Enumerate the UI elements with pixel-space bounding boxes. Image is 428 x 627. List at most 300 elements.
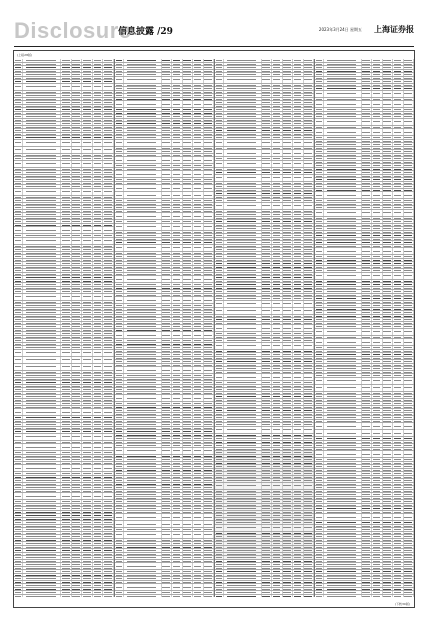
table-cell — [14, 199, 23, 202]
table-cell — [103, 388, 114, 391]
table-cell — [204, 94, 214, 97]
table-cell — [262, 234, 272, 237]
table-cell — [372, 73, 382, 76]
table-cell — [61, 500, 72, 503]
table-cell — [404, 287, 414, 290]
table-cell — [103, 98, 114, 101]
table-cell — [204, 287, 214, 290]
table-cell — [162, 591, 172, 594]
table-cell — [404, 301, 414, 304]
table-cell — [172, 245, 182, 251]
table-cell — [162, 584, 172, 590]
table-cell — [124, 577, 162, 580]
table-cell — [383, 171, 393, 174]
table-cell — [372, 182, 382, 185]
table-cell — [172, 178, 182, 181]
table-cell — [404, 206, 414, 209]
table-cell — [404, 66, 414, 69]
table-cell — [204, 357, 214, 360]
table-cell — [82, 290, 93, 293]
table-cell — [204, 416, 214, 419]
table-cell — [272, 210, 282, 213]
table-cell — [115, 77, 124, 83]
table-cell — [23, 392, 61, 395]
table-cell — [93, 336, 104, 339]
table-cell — [215, 591, 224, 594]
table-cell — [372, 497, 382, 500]
table-cell — [272, 437, 282, 440]
table-cell — [383, 112, 393, 115]
table-cell — [183, 255, 193, 258]
table-cell — [324, 588, 362, 591]
table-cell — [304, 101, 314, 104]
table-cell — [372, 255, 382, 258]
table-cell — [162, 553, 172, 556]
table-cell — [283, 392, 293, 395]
table-cell — [262, 227, 272, 230]
table-cell — [14, 122, 23, 125]
table-cell — [324, 147, 362, 150]
table-cell — [193, 122, 203, 125]
table-cell — [304, 535, 314, 538]
table-cell — [272, 283, 282, 286]
table-cell — [304, 161, 314, 167]
table-cell — [404, 385, 414, 391]
table-cell — [262, 521, 272, 524]
table-cell — [23, 262, 61, 265]
table-cell — [372, 556, 382, 559]
table-cell — [172, 332, 182, 338]
table-cell — [383, 182, 393, 185]
table-cell — [172, 119, 182, 122]
table-cell — [23, 255, 61, 258]
table-cell — [283, 441, 293, 444]
table-cell — [372, 63, 382, 66]
table-cell — [172, 199, 182, 202]
table-cell — [404, 570, 414, 573]
table-cell — [14, 451, 23, 454]
table-cell — [304, 490, 314, 493]
table-cell — [124, 392, 162, 395]
table-cell — [82, 140, 93, 146]
table-cell — [72, 63, 83, 66]
table-cell — [262, 210, 272, 213]
table-cell — [204, 119, 214, 122]
table-cell — [372, 476, 382, 479]
table-cell — [372, 266, 382, 269]
table-cell — [193, 395, 203, 401]
table-cell — [215, 451, 224, 454]
table-cell — [304, 115, 314, 118]
table-cell — [82, 94, 93, 97]
table-cell — [115, 507, 124, 510]
table-cell — [204, 133, 214, 136]
table-cell — [272, 525, 282, 531]
table-cell — [61, 206, 72, 209]
table-cell — [372, 374, 382, 377]
table-cell — [272, 133, 282, 136]
table-cell — [183, 420, 193, 423]
table-cell — [324, 469, 362, 472]
table-cell — [293, 199, 303, 202]
table-cell — [404, 59, 414, 62]
table-cell — [324, 504, 362, 507]
table-cell — [315, 392, 324, 395]
table-cell — [224, 150, 262, 156]
table-cell — [115, 357, 124, 360]
table-cell — [324, 157, 362, 160]
table-cell — [304, 283, 314, 286]
table-cell — [103, 73, 114, 76]
table-cell — [293, 371, 303, 374]
table-cell — [404, 259, 414, 262]
table-cell — [293, 115, 303, 118]
table-cell — [162, 479, 172, 482]
table-cell — [93, 182, 104, 185]
table-cell — [315, 157, 324, 160]
table-cell — [262, 308, 272, 314]
table-cell — [393, 507, 403, 510]
table-cell — [82, 276, 93, 279]
table-cell — [103, 245, 114, 248]
table-cell — [393, 199, 403, 202]
table-cell — [61, 161, 72, 167]
table-cell — [124, 409, 162, 412]
table-cell — [72, 171, 83, 174]
table-cell — [93, 234, 104, 237]
table-cell — [304, 588, 314, 591]
table-cell — [262, 399, 272, 402]
table-cell — [304, 273, 314, 276]
table-cell — [393, 469, 403, 472]
table-cell — [324, 91, 362, 97]
table-cell — [293, 189, 303, 192]
table-cell — [72, 595, 83, 598]
table-cell — [304, 595, 314, 598]
table-cell — [283, 280, 293, 283]
table-cell — [82, 178, 93, 181]
table-cell — [204, 395, 214, 401]
table-cell — [72, 434, 83, 440]
table-cell — [293, 280, 303, 283]
table-cell — [215, 252, 224, 255]
table-cell — [204, 448, 214, 454]
table-cell — [383, 115, 393, 118]
table-cell — [23, 115, 61, 118]
table-cell — [82, 196, 93, 199]
table-cell — [324, 420, 362, 423]
table-cell — [315, 448, 324, 451]
table-cell — [283, 472, 293, 475]
table-cell — [103, 336, 114, 339]
table-cell — [262, 448, 272, 451]
table-cell — [372, 66, 382, 69]
table-cell — [183, 514, 193, 520]
table-cell — [393, 136, 403, 139]
table-cell — [293, 553, 303, 556]
table-cell — [272, 409, 282, 412]
table-cell — [82, 378, 93, 381]
table-cell — [304, 574, 314, 577]
table-cell — [14, 563, 23, 566]
table-cell — [224, 402, 262, 405]
table-cell — [204, 259, 214, 262]
table-cell — [372, 164, 382, 167]
table-cell — [362, 367, 372, 370]
table-cell — [193, 203, 203, 206]
table-cell — [404, 199, 414, 202]
table-cell — [215, 507, 224, 510]
table-cell — [124, 178, 162, 181]
table-cell — [14, 584, 23, 587]
table-cell — [14, 434, 23, 440]
table-cell — [324, 287, 362, 290]
table-cell — [383, 546, 393, 549]
table-cell — [61, 168, 72, 171]
table-cell — [193, 262, 203, 265]
table-cell — [204, 241, 214, 244]
table-cell — [393, 255, 403, 258]
table-cell — [183, 577, 193, 580]
table-cell — [162, 178, 172, 181]
table-row — [115, 140, 214, 147]
table-cell — [23, 402, 61, 405]
table-cell — [72, 290, 83, 293]
table-cell — [372, 315, 382, 318]
table-cell — [215, 192, 224, 195]
table-cell — [115, 465, 124, 468]
table-cell — [183, 430, 193, 433]
table-cell — [315, 259, 324, 262]
table-cell — [404, 472, 414, 475]
table-cell — [93, 339, 104, 342]
table-cell — [82, 427, 93, 430]
table-cell — [383, 525, 393, 528]
table-cell — [262, 252, 272, 255]
table-cell — [124, 98, 162, 101]
table-cell — [272, 241, 282, 244]
table-cell — [272, 563, 282, 566]
table-cell — [23, 136, 61, 139]
table-cell — [324, 304, 362, 307]
table-cell — [115, 374, 124, 377]
table-cell — [224, 539, 262, 542]
table-cell — [283, 546, 293, 549]
table-cell — [283, 413, 293, 416]
table-cell — [162, 210, 172, 213]
table-cell — [304, 434, 314, 437]
table-cell — [283, 497, 293, 500]
table-cell — [283, 94, 293, 97]
table-cell — [93, 374, 104, 377]
table-cell — [324, 395, 362, 398]
table-cell — [193, 374, 203, 377]
table-cell — [293, 556, 303, 559]
table-cell — [61, 472, 72, 475]
table-cell — [224, 462, 262, 465]
table-cell — [404, 308, 414, 311]
table-cell — [124, 238, 162, 241]
table-cell — [362, 238, 372, 241]
table-cell — [72, 213, 83, 216]
table-cell — [404, 346, 414, 349]
table-cell — [172, 483, 182, 486]
table-cell — [262, 136, 272, 139]
table-cell — [393, 70, 403, 73]
table-cell — [372, 87, 382, 90]
table-cell — [72, 287, 83, 290]
table-cell — [115, 462, 124, 465]
table-cell — [23, 213, 61, 216]
table-cell — [324, 283, 362, 286]
table-cell — [293, 136, 303, 139]
table-cell — [215, 500, 224, 503]
table-cell — [383, 308, 393, 311]
table-cell — [293, 395, 303, 398]
table-cell — [172, 283, 182, 286]
table-cell — [14, 290, 23, 293]
table-cell — [204, 406, 214, 409]
table-cell — [393, 448, 403, 451]
table-row — [215, 325, 314, 332]
table-cell — [215, 266, 224, 269]
table-cell — [72, 563, 83, 566]
table-cell — [103, 108, 114, 111]
table-cell — [272, 339, 282, 342]
table-cell — [404, 129, 414, 135]
table-cell — [14, 595, 23, 598]
table-cell — [383, 553, 393, 556]
table-cell — [304, 364, 314, 367]
table-cell — [262, 437, 272, 440]
table-cell — [304, 416, 314, 419]
table-cell — [283, 532, 293, 535]
table-cell — [293, 217, 303, 220]
table-cell — [215, 472, 224, 475]
table-cell — [183, 546, 193, 549]
table-cell — [215, 525, 224, 531]
table-cell — [162, 385, 172, 388]
table-cell — [293, 112, 303, 115]
table-cell — [324, 535, 362, 538]
table-cell — [283, 234, 293, 237]
table-cell — [372, 553, 382, 556]
table-cell — [362, 588, 372, 591]
table-cell — [293, 182, 303, 185]
table-cell — [215, 353, 224, 356]
table-cell — [372, 91, 382, 97]
table-cell — [215, 581, 224, 584]
table-cell — [404, 353, 414, 356]
table-cell — [72, 535, 83, 538]
table-cell — [372, 441, 382, 444]
table-cell — [23, 196, 61, 199]
table-cell — [372, 437, 382, 440]
table-cell — [61, 430, 72, 433]
table-cell — [204, 378, 214, 381]
table-cell — [162, 458, 172, 461]
table-cell — [103, 304, 114, 307]
table-cell — [162, 406, 172, 409]
table-cell — [82, 161, 93, 167]
table-cell — [103, 262, 114, 265]
table-cell — [162, 206, 172, 209]
table-cell — [23, 175, 61, 178]
table-cell — [124, 252, 162, 255]
table-cell — [183, 574, 193, 577]
table-cell — [103, 63, 114, 66]
table-cell — [82, 441, 93, 444]
table-cell — [162, 430, 172, 433]
table-cell — [362, 304, 372, 307]
table-cell — [215, 262, 224, 265]
table-cell — [215, 168, 224, 171]
table-cell — [82, 91, 93, 94]
table-cell — [324, 294, 362, 297]
table-cell — [193, 483, 203, 486]
table-cell — [283, 262, 293, 265]
table-cell — [272, 532, 282, 535]
table-cell — [82, 171, 93, 174]
table-cell — [262, 357, 272, 360]
table-cell — [383, 367, 393, 370]
table-cell — [115, 136, 124, 139]
table-cell — [23, 206, 61, 209]
table-cell — [215, 276, 224, 279]
table-cell — [293, 122, 303, 125]
table-cell — [304, 549, 314, 552]
table-cell — [115, 546, 124, 549]
table-cell — [383, 217, 393, 220]
table-cell — [204, 304, 214, 307]
table-cell — [383, 462, 393, 465]
table-cell — [204, 269, 214, 272]
table-row — [115, 171, 214, 178]
table-cell — [362, 584, 372, 587]
table-cell — [315, 441, 324, 444]
table-cell — [61, 427, 72, 430]
table-cell — [215, 511, 224, 514]
table-cell — [172, 150, 182, 153]
table-cell — [283, 287, 293, 290]
table-cell — [393, 465, 403, 468]
table-cell — [315, 406, 324, 409]
table-cell — [103, 423, 114, 426]
table-cell — [215, 248, 224, 251]
table-cell — [372, 283, 382, 286]
table-cell — [362, 185, 372, 188]
table-cell — [404, 325, 414, 328]
table-cell — [183, 381, 193, 384]
table-cell — [215, 448, 224, 451]
table-cell — [304, 479, 314, 482]
table-cell — [124, 423, 162, 426]
table-cell — [372, 574, 382, 577]
table-cell — [315, 164, 324, 167]
table-cell — [204, 283, 214, 286]
table-cell — [362, 490, 372, 493]
table-cell — [383, 465, 393, 468]
table-cell — [172, 231, 182, 234]
table-cell — [404, 577, 414, 580]
table-cell — [93, 546, 104, 549]
table-cell — [204, 584, 214, 590]
table-cell — [293, 91, 303, 94]
table-cell — [162, 388, 172, 391]
table-cell — [283, 336, 293, 339]
table-cell — [23, 234, 61, 237]
table-cell — [324, 532, 362, 535]
